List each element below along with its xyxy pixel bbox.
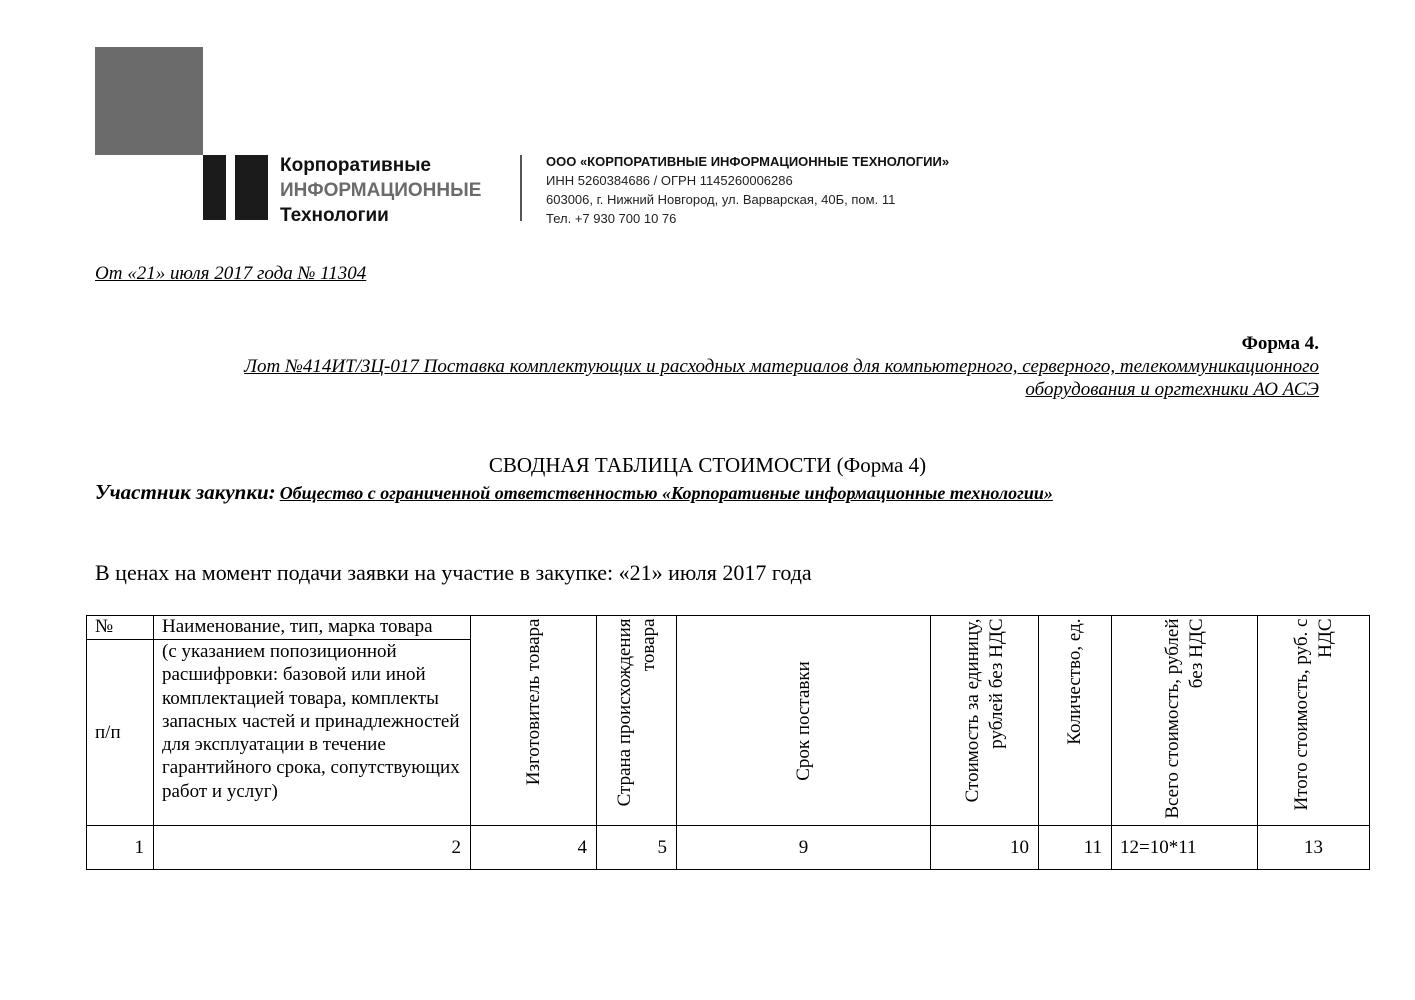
lot-description: Лот №414ИТ/ЗЦ-017 Поставка комплектующих и расходных материалов для компьютерного, серверного, телекоммуникационного оборудования и оргтехники АО АСЭ <box>244 356 1319 400</box>
table-title: СВОДНАЯ ТАБЛИЦА СТОИМОСТИ (Форма 4) <box>488 453 927 477</box>
participant-value: Общество с ограниченной ответственностью «Корпоративные информационные технологии» <box>279 483 1053 503</box>
company-ids: ИНН 5260384686 / ОГРН 1145260006286 <box>546 173 793 188</box>
form-label: Форма 4. <box>1241 333 1319 354</box>
logo-line-2: ИНФОРМАЦИОННЫЕ <box>280 180 482 201</box>
participant-line <box>95 480 1053 505</box>
col-num-4: 4 <box>471 826 597 870</box>
header-total-cell <box>1112 616 1258 826</box>
col-num-1: 1 <box>87 826 154 870</box>
participant-label: Участник закупки: <box>95 480 276 504</box>
logo-line-3: Технологии <box>280 205 389 226</box>
prices-note: В ценах на момент подачи заявки на участие в закупке: «21» июля 2017 года <box>95 560 812 585</box>
col-num-11: 11 <box>1039 826 1112 870</box>
header-unit-cost-cell <box>931 616 1039 826</box>
header-divider <box>520 155 522 221</box>
header-quantity: Количество, ед. <box>1064 618 1085 745</box>
col-num-12: 12=10*11 <box>1112 826 1258 870</box>
header-no: № <box>87 616 154 640</box>
header-name: Наименование, тип, марка товара <box>154 616 471 640</box>
header-grand-total-cell <box>1258 616 1370 826</box>
table-header-row-1 <box>87 616 1370 640</box>
col-num-2: 2 <box>154 826 471 870</box>
header-manufacturer: Изготовитель товара <box>522 618 544 785</box>
header-unit-cost: Стоимость за единицу, рублей без НДС <box>961 618 1007 802</box>
document-date-reference: От «21» июля 2017 года № 11304 <box>95 263 367 284</box>
header-delivery-cell <box>677 616 931 826</box>
company-details <box>546 152 949 228</box>
cost-table <box>86 615 1370 870</box>
col-num-10: 10 <box>931 826 1039 870</box>
header-grand-total: Итого стоимость, руб. с НДС <box>1290 618 1336 810</box>
logo-it-gap <box>226 155 235 220</box>
header-name-detail: (с указанием попозиционной расшифровки: базовой или иной комплектацией товара, комплекты запасных частей и принадлежностей для эксплуатации в течение гарантийного срока, сопутствующих работ и услуг) <box>154 640 471 826</box>
company-address: 603006, г. Нижний Новгород, ул. Варварская, 40Б, пом. 11 <box>546 192 896 207</box>
logo-it-mark <box>203 155 268 220</box>
logo-line-1: Корпоративные <box>280 155 431 176</box>
header-total: Всего стоимость, рублей без НДС <box>1161 618 1207 819</box>
header-quantity-cell <box>1039 616 1112 826</box>
header-country-cell <box>597 616 677 826</box>
header-country: Страна происхождения товара <box>613 618 659 806</box>
header-delivery: Срок поставки <box>792 660 814 781</box>
col-num-9: 9 <box>677 826 931 870</box>
company-phone: Тел. +7 930 700 10 76 <box>546 211 677 226</box>
logo-wordmark <box>280 153 481 228</box>
col-num-13: 13 <box>1258 826 1370 870</box>
company-name: ООО «КОРПОРАТИВНЫЕ ИНФОРМАЦИОННЫЕ ТЕХНОЛОГИИ» <box>546 154 950 169</box>
header-pp: п/п <box>87 640 154 826</box>
table-row <box>87 826 1370 870</box>
logo-gray-square <box>95 47 203 155</box>
header-manufacturer-cell <box>471 616 597 826</box>
col-num-5: 5 <box>597 826 677 870</box>
